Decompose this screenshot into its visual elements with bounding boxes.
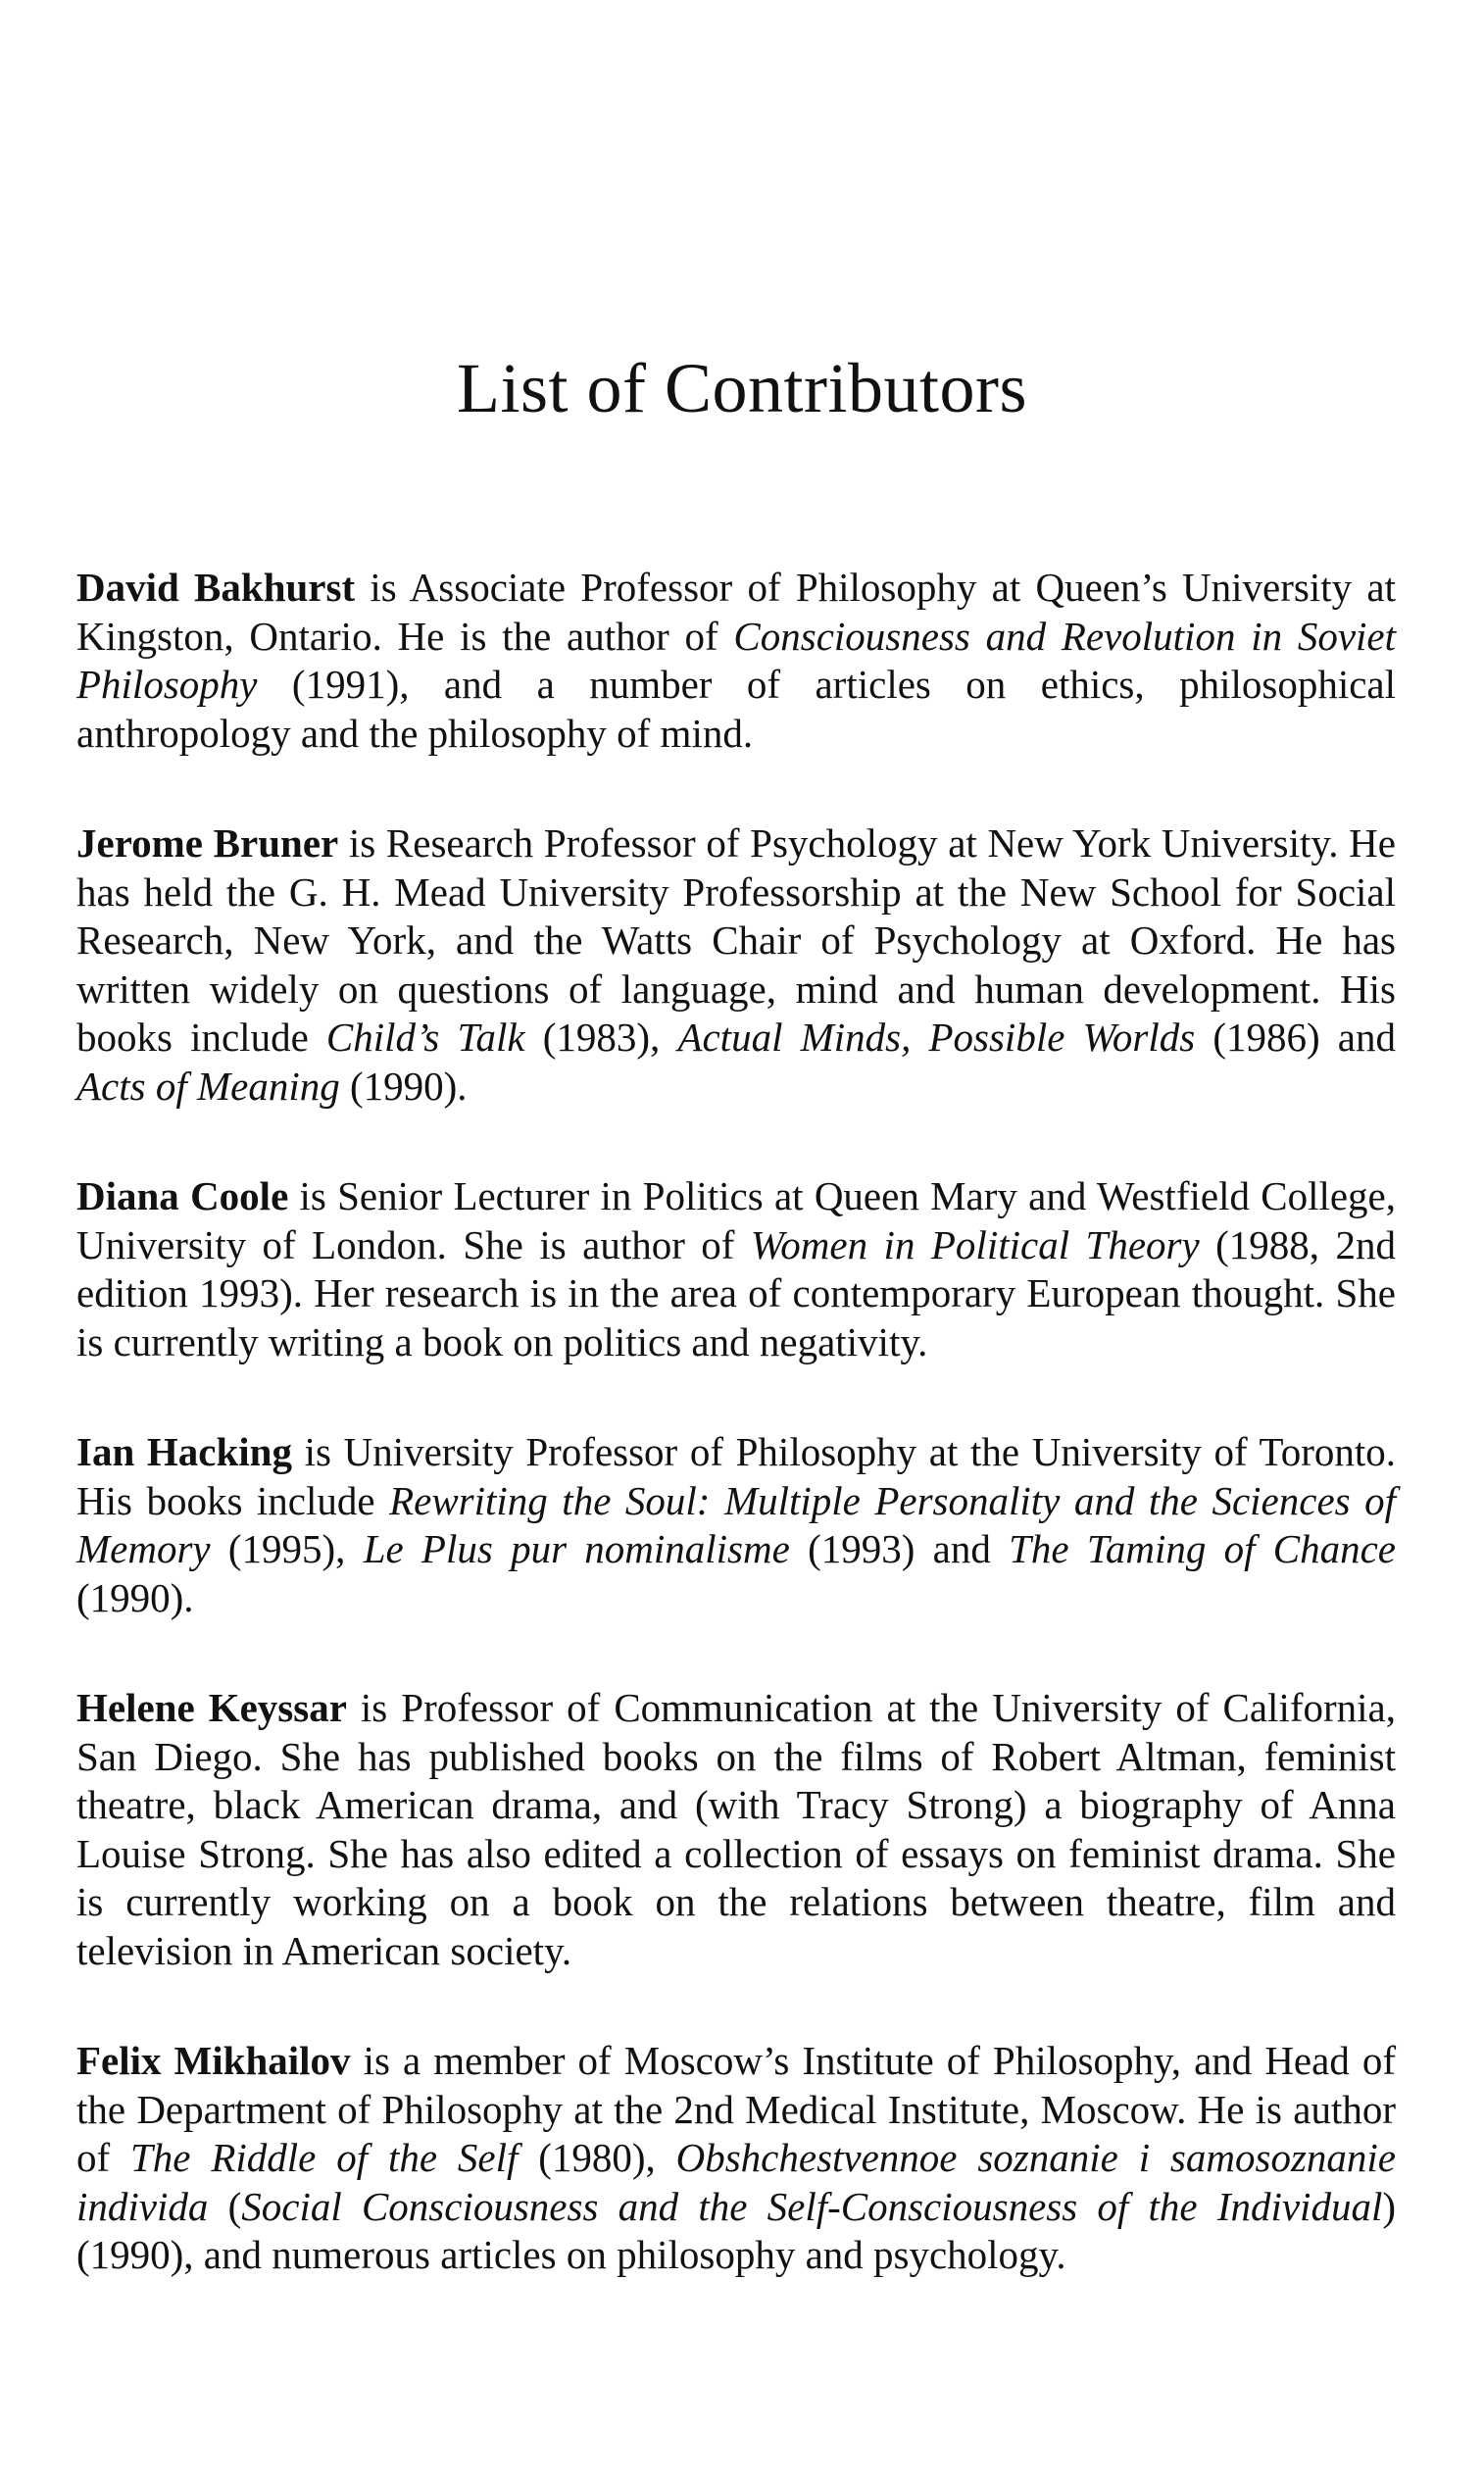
contributor-entry xyxy=(76,1428,1396,1622)
work-title: Consciousness and Revolution in Soviet Philosophy xyxy=(76,613,1396,707)
work-title: Social Consciousness and the Self-Consciousness of the Individual xyxy=(241,2183,1383,2229)
bio-text: is Senior Lecturer in Politics at Queen Mary and Westfield College, University of London. She is author of xyxy=(76,1173,1396,1267)
bio-text: is Professor of Communication at the University of California, San Diego. She has published books on the films of Robert Altman, feminist theatre, black American drama, and (with Tracy Strong) a biography of Anna Louise Strong. She has also edited a collection of essays on feminist drama. She is currently working on a book on the relations between theatre, film and television in American society. xyxy=(76,1685,1396,1973)
contributor-entry xyxy=(76,1172,1396,1366)
page-title: List of Contributors xyxy=(457,349,1027,427)
bio-text: (1990). xyxy=(76,1574,194,1620)
work-title: Acts of Meaning xyxy=(76,1063,340,1109)
contributor-name: Felix Mikhailov xyxy=(76,2038,351,2083)
contributor-name: Helene Keyssar xyxy=(76,1685,347,1730)
bio-text: (1991), and a number of articles on ethics, philosophical anthropology and the philosophy of mind. xyxy=(76,662,1396,756)
work-title: The Riddle of the Self xyxy=(130,2135,519,2180)
contributor-entry xyxy=(76,564,1396,758)
bio-text: (1983), xyxy=(524,1015,678,1060)
bio-text: (1980), xyxy=(518,2135,676,2180)
work-title: The Taming of Chance xyxy=(1009,1526,1396,1571)
contributor-name: David Bakhurst xyxy=(76,565,356,610)
work-title: Obshchestvennoe soznanie i samosoznanie individa xyxy=(76,2135,1396,2229)
bio-text: is University Professor of Philosophy at the University of Toronto. His books include xyxy=(76,1429,1397,1523)
bio-text: is Associate Professor of Philosophy at Queen’s University at Kingston, Ontario. He is the author of xyxy=(76,565,1396,659)
work-title: Rewriting the Soul: Multiple Personality and the Sciences of Memory xyxy=(76,1477,1396,1571)
bio-text: (1993) and xyxy=(789,1526,1010,1571)
contributor-list xyxy=(76,564,1396,2342)
bio-text: (1990). xyxy=(339,1063,468,1109)
contributor-name: Jerome Bruner xyxy=(76,820,339,866)
bio-text: (1988, 2nd edition 1993). Her research is in the area of contemporary European thought. She is currently writing a book on politics and negativity. xyxy=(76,1221,1396,1364)
work-title: Women in Political Theory xyxy=(750,1221,1200,1267)
bio-text: (1995), xyxy=(210,1526,364,1571)
contributor-entry xyxy=(76,819,1396,1111)
contributor-name: Diana Coole xyxy=(76,1173,289,1218)
bio-text: is a member of Moscow’s Institute of Philosophy, and Head of the Department of Philosophy at the 2nd Medical Institute, Moscow. He is author of xyxy=(76,2038,1397,2180)
work-title: Child’s Talk xyxy=(325,1015,525,1060)
bio-text: (1986) and xyxy=(1195,1015,1396,1060)
contributor-name: Ian Hacking xyxy=(76,1429,292,1474)
work-title: Le Plus pur nominalisme xyxy=(363,1526,790,1571)
contributor-entry xyxy=(76,1684,1396,1975)
bio-text: ( xyxy=(208,2183,242,2229)
bio-text: is Research Professor of Psychology at New York University. He has held the G. H. Mead University Professorship at the New School for Social Research, New York, and the Watts Chair of Psychology at Oxford. He has written widely on questions of language, mind and human development. His books include xyxy=(76,820,1396,1060)
work-title: Actual Minds, Possible Worlds xyxy=(677,1015,1196,1060)
bio-text: ) (1990), and numerous articles on philosophy and psychology. xyxy=(76,2183,1397,2277)
contributor-entry xyxy=(76,2037,1396,2280)
